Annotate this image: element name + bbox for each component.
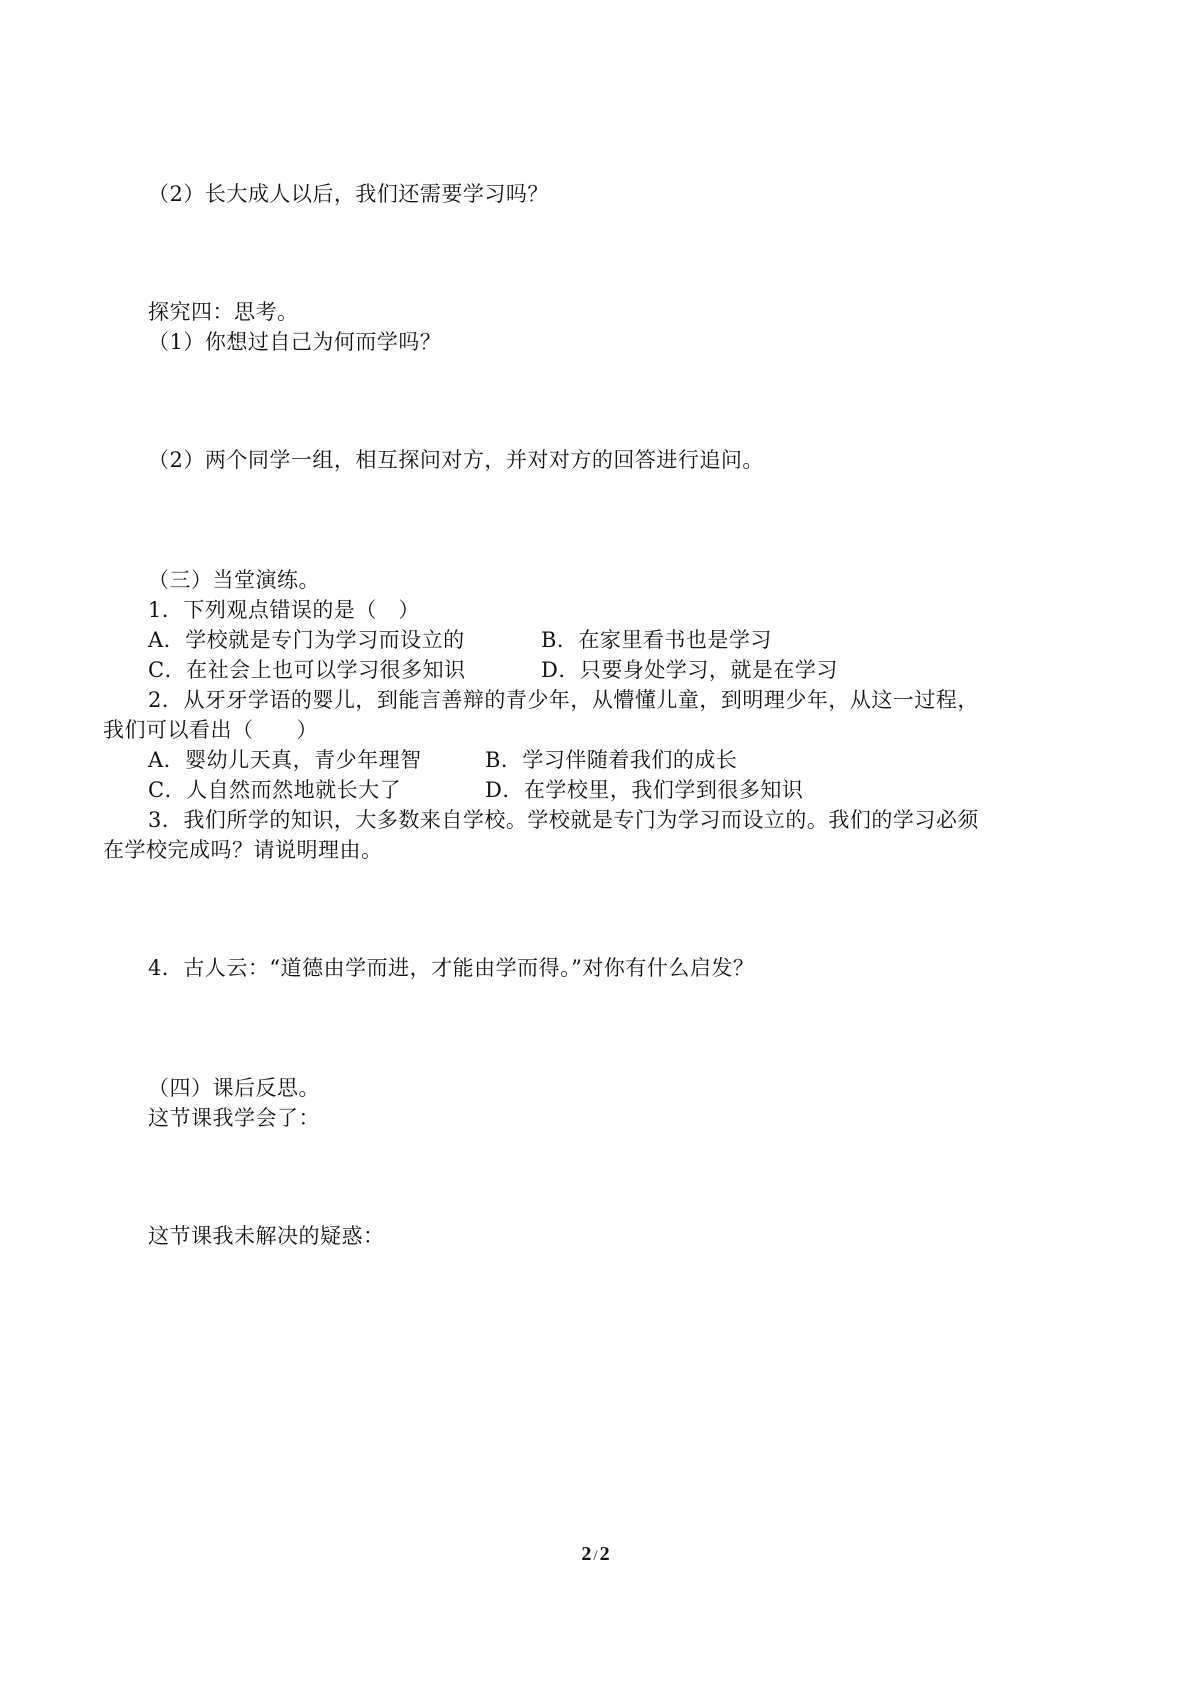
practice-1-stem: 1．下列观点错误的是（ ） xyxy=(148,598,420,622)
page-separator: / xyxy=(593,1548,598,1564)
practice-section-title: （三）当堂演练。 xyxy=(148,568,320,592)
practice-3-line-1: 3．我们所学的知识，大多数来自学校。学校就是专门为学习而设立的。我们的学习必须 xyxy=(148,808,979,832)
practice-2-option-b: B．学习伴随着我们的成长 xyxy=(485,748,738,772)
practice-2-option-d: D．在学校里，我们学到很多知识 xyxy=(485,778,804,802)
practice-1-option-a: A．学校就是专门为学习而设立的 xyxy=(148,628,465,652)
reflection-learned: 这节课我学会了： xyxy=(148,1106,320,1130)
practice-2-stem-line-1: 2．从牙牙学语的婴儿，到能言善辩的青少年，从懵懂儿童，到明理少年，从这一过程， xyxy=(148,688,979,712)
question-grow-up: （2）长大成人以后，我们还需要学习吗？ xyxy=(148,182,549,206)
reflection-unsolved: 这节课我未解决的疑惑： xyxy=(148,1224,385,1248)
explore-four-title: 探究四：思考。 xyxy=(148,300,299,324)
practice-1-option-c: C．在社会上也可以学习很多知识 xyxy=(148,658,466,682)
practice-2-stem-line-2: 我们可以看出（ ） xyxy=(103,718,318,742)
practice-1-option-b: B．在家里看书也是学习 xyxy=(541,628,772,652)
practice-2-option-c: C．人自然而然地就长大了 xyxy=(148,778,402,802)
explore-four-question-2: （2）两个同学一组，相互探问对方，并对对方的回答进行追问。 xyxy=(148,448,764,472)
page-number xyxy=(0,1542,1191,1568)
practice-4: 4．古人云：“道德由学而进，才能由学而得。”对你有什么启发？ xyxy=(148,956,755,980)
explore-four-question-1: （1）你想过自己为何而学吗？ xyxy=(148,330,442,354)
page-current: 2 xyxy=(581,1543,592,1565)
page-total: 2 xyxy=(599,1543,610,1565)
practice-2-option-a: A．婴幼儿天真，青少年理智 xyxy=(148,748,422,772)
reflection-title: （四）课后反思。 xyxy=(148,1076,320,1100)
practice-3-line-2: 在学校完成吗？请说明理由。 xyxy=(103,838,383,862)
practice-1-option-d: D．只要身处学习，就是在学习 xyxy=(541,658,838,682)
